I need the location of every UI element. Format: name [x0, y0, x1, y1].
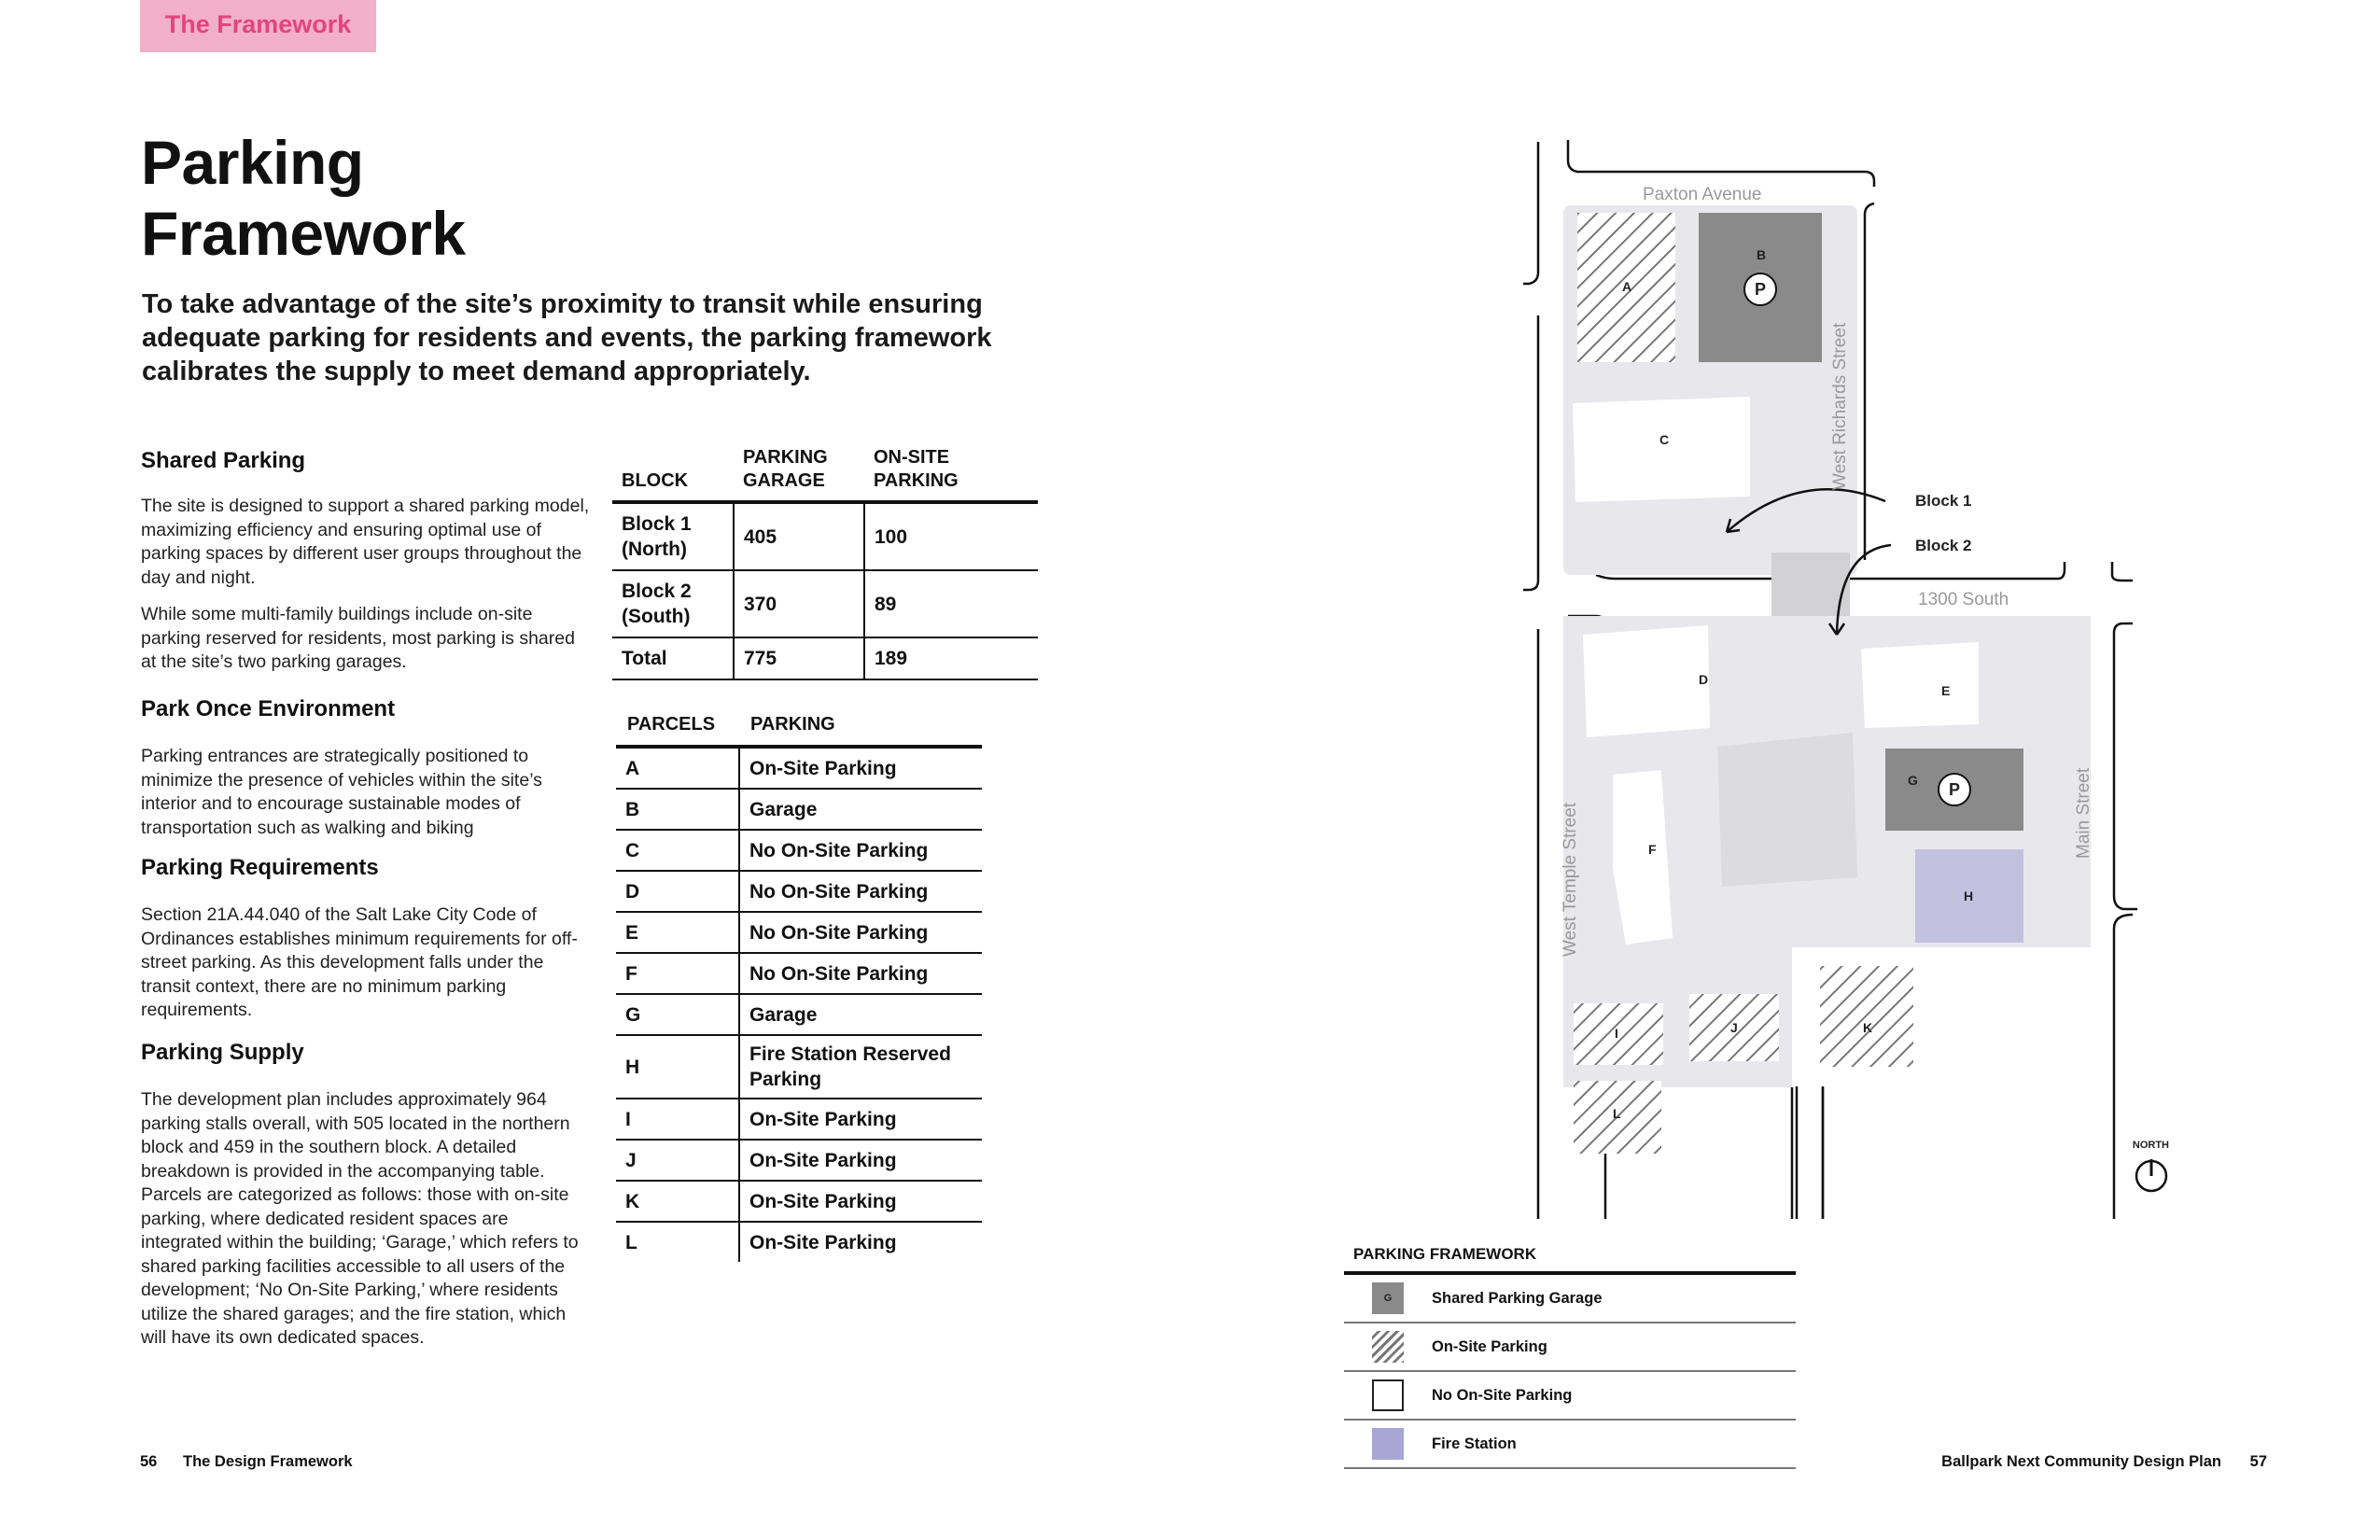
parcel-f-label: F [1648, 842, 1657, 857]
parcel-h-label: H [1964, 889, 1974, 903]
park-once-heading: Park Once Environment [141, 696, 396, 721]
legend-label: No On-Site Parking [1432, 1386, 1573, 1404]
parcel-id: C [616, 830, 739, 871]
block-name: Total [612, 637, 734, 679]
legend-label: On-Site Parking [1432, 1337, 1547, 1355]
onsite-count: 100 [864, 502, 1038, 570]
block-parking-table [612, 446, 1038, 680]
west-richards-street-label: West Richards Street [1830, 322, 1850, 490]
table-row [616, 871, 982, 912]
block-name: Block 1 (North) [612, 502, 734, 570]
table-row [612, 570, 1038, 637]
right-footer-title: Ballpark Next Community Design Plan [1941, 1453, 2221, 1470]
requirements-p1: Section 21A.44.040 of the Salt Lake City Code of Ordinances establishes minimum requirements for off-street parking. As this development falls under the transit context, there are no minimum parking requirements. [141, 904, 578, 1020]
parcel-c-label: C [1659, 432, 1670, 447]
requirements-heading: Parking Requirements [141, 855, 379, 880]
park-once-body [141, 745, 594, 840]
parcel-parking: Garage [739, 789, 982, 830]
parcel-parking: On-Site Parking [739, 1181, 982, 1222]
parcel-parking: No On-Site Parking [739, 912, 982, 953]
garage-swatch: G [1372, 1282, 1404, 1314]
table-row [616, 1035, 982, 1099]
onsite-col-header: ON-SITE PARKING [874, 447, 959, 491]
table-row [616, 953, 982, 994]
legend-item-onsite [1344, 1323, 1796, 1372]
requirements-section [141, 855, 594, 1036]
parcel-parking: No On-Site Parking [739, 871, 982, 912]
parcel-id: F [616, 953, 739, 994]
parcel-id: L [625, 1231, 637, 1253]
onsite-count: 89 [864, 570, 1038, 637]
shared-parking-p1: The site is designed to support a shared parking model, maximizing efficiency and ensuring optimal use of parking spaces by different user groups throughout the day and night. [141, 496, 590, 588]
parcel-table-header [616, 714, 982, 747]
table-row [616, 747, 982, 789]
table-row [616, 1140, 982, 1181]
parcels-col-header: PARCELS [627, 714, 716, 735]
garage-count: 405 [734, 502, 864, 570]
table-row [616, 994, 982, 1035]
parcel-k-label: K [1863, 1020, 1873, 1035]
parcel-k [1820, 966, 1913, 1067]
garage-count: 775 [734, 637, 864, 679]
legend-title: PARKING FRAMEWORK [1344, 1245, 1796, 1275]
parcel-parking: No On-Site Parking [739, 953, 982, 994]
parcel-parking: On-Site Parking [739, 1140, 982, 1181]
west-temple-street-label: West Temple Street [1561, 802, 1580, 957]
onsite-count: 189 [864, 637, 1038, 679]
parcel-id: G [616, 994, 739, 1035]
parcel-id: H [616, 1035, 739, 1099]
block-col-header: BLOCK [622, 470, 689, 491]
fire-swatch [1372, 1428, 1404, 1460]
right-page-number: 57 [2249, 1453, 2267, 1470]
site-map [1493, 131, 2169, 1232]
supply-p1: The development plan includes approximately 964 parking stalls overall, with 505 located in the northern block and 459 in the southern block. A detailed breakdown is provided in the accompanying table. Parcels are categorized as follows: those with on-site parking, where dedicated resident spaces are integrated within the building; ‘Garage,’ which refers to shared parking facilities accessible to all users of the development; ‘No On-Site Parking,’ where residents utilize the shared garages; and the fire station, which will have its own dedicated spaces. [141, 1089, 579, 1348]
parcel-id: J [616, 1140, 739, 1181]
table-row [616, 912, 982, 953]
parcel-j-label: J [1730, 1020, 1738, 1035]
requirements-body [141, 903, 594, 1023]
legend-label: Fire Station [1432, 1435, 1517, 1452]
table-row [616, 1222, 982, 1262]
parcel-id: K [616, 1181, 739, 1222]
shared-parking-section [141, 448, 594, 688]
main-street-label: Main Street [2074, 767, 2093, 859]
parcel-parking: On-Site Parking [739, 747, 982, 789]
parcel-parking-table [616, 714, 982, 1262]
parcel-parking: Fire Station Reserved Parking [739, 1035, 982, 1099]
parcel-parking: Garage [739, 994, 982, 1035]
parcel-id: B [616, 789, 739, 830]
supply-section [141, 1040, 594, 1364]
shared-parking-p2: While some multi-family buildings include on-site parking reserved for residents, most parking is shared at the site’s two parking garages. [141, 604, 575, 672]
hatch-swatch [1372, 1331, 1404, 1363]
table-row [612, 637, 1038, 679]
park-once-p1: Parking entrances are strategically positioned to minimize the presence of vehicles within the site’s interior and to encourage sustainable modes of transportation such as walking and biking [141, 746, 542, 838]
table-row [616, 1099, 982, 1140]
1300-south-label: 1300 South [1918, 590, 2009, 609]
legend-item-fire [1344, 1421, 1796, 1469]
parcel-e-label: E [1941, 683, 1951, 698]
page-title [141, 127, 466, 269]
supply-body [141, 1088, 594, 1351]
parcel-b-label: B [1757, 247, 1767, 262]
garage-count: 370 [734, 570, 864, 637]
legend-item-no-onsite [1344, 1372, 1796, 1421]
parcel-e [1861, 642, 1979, 728]
parcel-i-label: I [1615, 1026, 1618, 1041]
parcel-id: A [616, 747, 739, 789]
legend-item-garage [1344, 1275, 1796, 1323]
parcel-id: D [616, 871, 739, 912]
parcel-i [1574, 1003, 1663, 1065]
north-label: NORTH [2132, 1140, 2169, 1151]
garage-p-label: P [1949, 780, 1961, 799]
parcel-g-label: G [1908, 773, 1918, 788]
garage-col-header: PARKING GARAGE [743, 447, 828, 491]
title-line-2: Framework [141, 199, 466, 268]
garage-p-label: P [1755, 280, 1767, 299]
parcel-id: I [616, 1099, 739, 1140]
parcel-d [1583, 625, 1710, 737]
paxton-avenue-label: Paxton Avenue [1643, 185, 1762, 204]
parcel-id: E [616, 912, 739, 953]
park-once-section [141, 696, 594, 853]
table-row [616, 1181, 982, 1222]
parcel-l-label: L [1613, 1106, 1621, 1121]
table-row [616, 789, 982, 830]
map-legend [1344, 1245, 1796, 1469]
shared-parking-body [141, 495, 594, 675]
central-plaza [1717, 733, 1857, 887]
parcel-a-label: A [1622, 279, 1632, 294]
left-footer-title: The Design Framework [183, 1453, 353, 1470]
parcel-parking: On-Site Parking [739, 1222, 982, 1262]
shared-parking-heading: Shared Parking [141, 448, 306, 473]
section-tag: The Framework [140, 0, 376, 52]
block-2-label: Block 2 [1915, 537, 1972, 554]
legend-label: Shared Parking Garage [1432, 1289, 1603, 1307]
table-row [612, 502, 1038, 570]
parcel-d-label: D [1699, 672, 1709, 687]
lead-paragraph: To take advantage of the site’s proximity to transit while ensuring adequate parking for residents and events, the parking framework calibrates the supply to meet demand appropriately. [142, 289, 992, 386]
parcel-c [1573, 397, 1750, 502]
parcel-parking: On-Site Parking [739, 1099, 982, 1140]
parking-col-header: PARKING [750, 714, 835, 735]
left-page-number: 56 [140, 1453, 158, 1470]
title-line-1: Parking [141, 128, 364, 197]
empty-swatch [1372, 1379, 1404, 1411]
parcel-parking: No On-Site Parking [739, 830, 982, 871]
table-row [616, 830, 982, 871]
block-table-header [612, 446, 1038, 502]
block-1-label: Block 1 [1915, 492, 1972, 510]
block-name: Block 2 (South) [612, 570, 734, 637]
supply-heading: Parking Supply [141, 1040, 304, 1065]
